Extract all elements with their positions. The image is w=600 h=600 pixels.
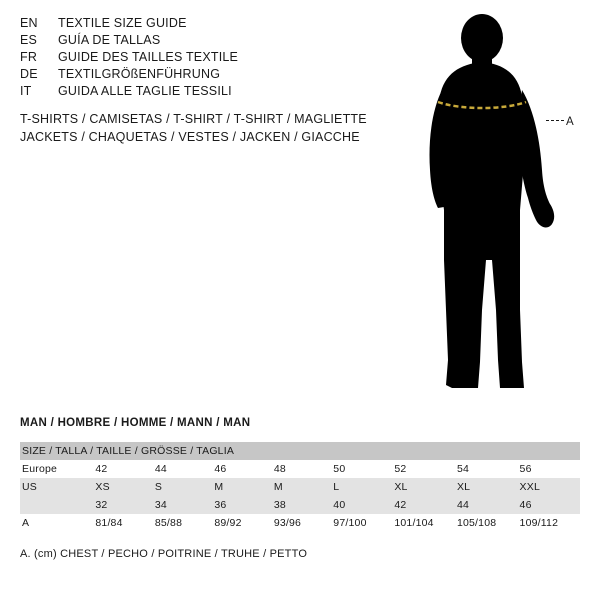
male-figure-illustration <box>400 10 600 400</box>
table-cell: 101/104 <box>392 514 455 532</box>
table-cell: S <box>153 478 212 496</box>
row-label: A <box>20 514 93 532</box>
language-title: GUIDA ALLE TAGLIE TESSILI <box>58 84 232 98</box>
table-row <box>20 478 580 496</box>
table-cell: 42 <box>392 496 455 514</box>
language-title: TEXTILE SIZE GUIDE <box>58 16 187 30</box>
table-cell: 54 <box>455 460 518 478</box>
table-cell: L <box>331 478 392 496</box>
size-table <box>20 442 580 532</box>
body-silhouette-icon <box>400 10 600 400</box>
language-row <box>20 84 380 101</box>
language-row <box>20 16 380 33</box>
measure-label-a: A <box>566 116 575 128</box>
table-cell: 52 <box>392 460 455 478</box>
table-row <box>20 514 580 532</box>
table-cell: 85/88 <box>153 514 212 532</box>
table-cell: M <box>272 478 331 496</box>
table-cell: 44 <box>153 460 212 478</box>
table-cell: 97/100 <box>331 514 392 532</box>
table-cell: XL <box>392 478 455 496</box>
table-footnote: A. (cm) CHEST / PECHO / POITRINE / TRUHE / PETTO <box>20 548 308 560</box>
product-category-block <box>20 110 440 146</box>
language-row <box>20 67 380 84</box>
table-cell: XL <box>455 478 518 496</box>
table-cell: 89/92 <box>212 514 271 532</box>
measure-leader-line <box>546 120 564 121</box>
language-title: GUIDE DES TAILLES TEXTILE <box>58 50 239 64</box>
language-title: GUÍA DE TALLAS <box>58 33 161 47</box>
table-cell: 38 <box>272 496 331 514</box>
table-cell: 81/84 <box>93 514 152 532</box>
language-row <box>20 33 380 50</box>
table-cell: 40 <box>331 496 392 514</box>
table-cell: 42 <box>93 460 152 478</box>
table-row <box>20 496 580 514</box>
table-cell: M <box>212 478 271 496</box>
language-code: EN <box>20 16 38 30</box>
table-cell: 32 <box>93 496 152 514</box>
table-header-row <box>20 442 580 460</box>
product-line-tshirts: T-SHIRTS / CAMISETAS / T-SHIRT / T-SHIRT / MAGLIETTE <box>20 112 367 126</box>
table-row <box>20 460 580 478</box>
table-cell: XS <box>93 478 152 496</box>
table-cell: 93/96 <box>272 514 331 532</box>
table-cell: 56 <box>518 460 580 478</box>
row-label: Europe <box>20 460 93 478</box>
row-label <box>20 496 93 514</box>
table-cell: 109/112 <box>518 514 580 532</box>
table-header-label: SIZE / TALLA / TAILLE / GRÖSSE / TAGLIA <box>20 442 580 460</box>
language-code: DE <box>20 67 38 81</box>
table-cell: 46 <box>518 496 580 514</box>
table-title: MAN / HOMBRE / HOMME / MANN / MAN <box>20 417 251 429</box>
table-cell: 46 <box>212 460 271 478</box>
table-cell: 44 <box>455 496 518 514</box>
table-cell: 34 <box>153 496 212 514</box>
table-cell: XXL <box>518 478 580 496</box>
language-code: ES <box>20 33 38 47</box>
language-code: FR <box>20 50 38 64</box>
product-line-jackets: JACKETS / CHAQUETAS / VESTES / JACKEN / GIACCHE <box>20 130 360 144</box>
language-code: IT <box>20 84 32 98</box>
table-cell: 105/108 <box>455 514 518 532</box>
table-cell: 36 <box>212 496 271 514</box>
table-cell: 48 <box>272 460 331 478</box>
language-row <box>20 50 380 67</box>
language-title: TEXTILGRÖßENFÜHRUNG <box>58 67 221 81</box>
table-cell: 50 <box>331 460 392 478</box>
language-header-block <box>20 16 380 101</box>
row-label: US <box>20 478 93 496</box>
